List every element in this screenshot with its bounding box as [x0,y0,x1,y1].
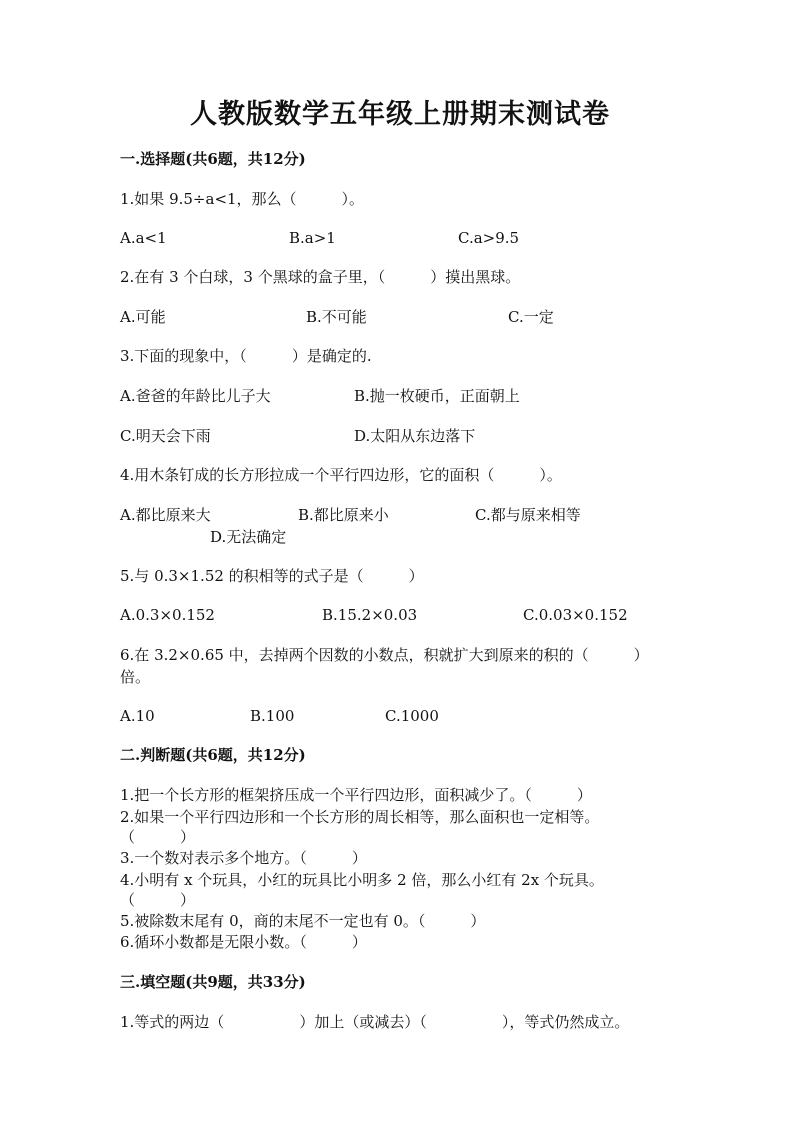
question-3-option-a: A.爸爸的年龄比儿子大 [120,387,271,405]
question-6-stem-line1: 6.在 3.2×0.65 中，去掉两个因数的小数点，积就扩大到原来的积的（ ） [120,646,649,664]
question-6-option-a: A.10 [120,707,155,725]
question-2-stem: 2.在有 3 个白球，3 个黑球的盒子里，（ ）摸出黑球。 [120,268,521,286]
judge-item-3: 3.一个数对表示多个地方。（ ） [120,849,367,867]
judge-item-6: 6.循环小数都是无限小数。（ ） [120,933,367,951]
question-2-option-a: A.可能 [120,308,166,326]
question-6-stem-line2: 倍。 [120,668,151,686]
section-heading-fill: 三.填空题(共9题，共33分) [120,973,306,991]
judge-item-4-line1: 4.小明有 x 个玩具，小红的玩具比小明多 2 倍，那么小红有 2x 个玩具。 [120,871,604,889]
question-3-option-b: B.抛一枚硬币，正面朝上 [354,387,520,405]
question-2-option-c: C.一定 [508,308,554,326]
question-3-stem: 3.下面的现象中，（ ）是确定的. [120,347,372,365]
question-5-option-b: B.15.2×0.03 [322,606,418,624]
judge-item-2-line2: （ ） [120,828,196,846]
question-4-option-c: C.都与原来相等 [475,506,581,524]
question-1-option-b: B.a>1 [289,229,336,247]
question-1-option-c: C.a>9.5 [458,229,520,247]
judge-item-5: 5.被除数末尾有 0，商的末尾不一定也有 0。（ ） [120,912,486,930]
question-6-option-c: C.1000 [385,707,439,725]
question-5-stem: 5.与 0.3×1.52 的积相等的式子是（ ） [120,567,424,585]
question-5-option-c: C.0.03×0.152 [523,606,628,624]
question-2-option-b: B.不可能 [306,308,367,326]
question-1-stem: 1.如果 9.5÷a<1，那么（ ）。 [120,190,365,208]
question-6-option-b: B.100 [250,707,295,725]
question-5-option-a: A.0.3×0.152 [120,606,215,624]
section-heading-judge: 二.判断题(共6题，共12分) [120,746,306,764]
judge-item-1: 1.把一个长方形的框架挤压成一个平行四边形，面积减少了。（ ） [120,786,592,804]
question-4-option-a: A.都比原来大 [120,506,211,524]
exam-title: 人教版数学五年级上册期末测试卷 [190,99,610,130]
judge-item-2-line1: 2.如果一个平行四边形和一个长方形的周长相等，那么面积也一定相等。 [120,808,600,826]
judge-item-4-line2: （ ） [120,891,196,909]
question-4-stem: 4.用木条钉成的长方形拉成一个平行四边形，它的面积（ ）。 [120,466,562,484]
section-heading-choice: 一.选择题(共6题，共12分) [120,150,306,168]
question-4-option-d: D.无法确定 [210,528,287,546]
fill-item-1: 1.等式的两边（ ）加上（或减去）（ ），等式仍然成立。 [120,1013,630,1031]
question-3-option-c: C.明天会下雨 [120,427,211,445]
question-3-option-d: D.太阳从东边落下 [354,427,476,445]
question-1-option-a: A.a<1 [120,229,167,247]
question-4-option-b: B.都比原来小 [298,506,389,524]
